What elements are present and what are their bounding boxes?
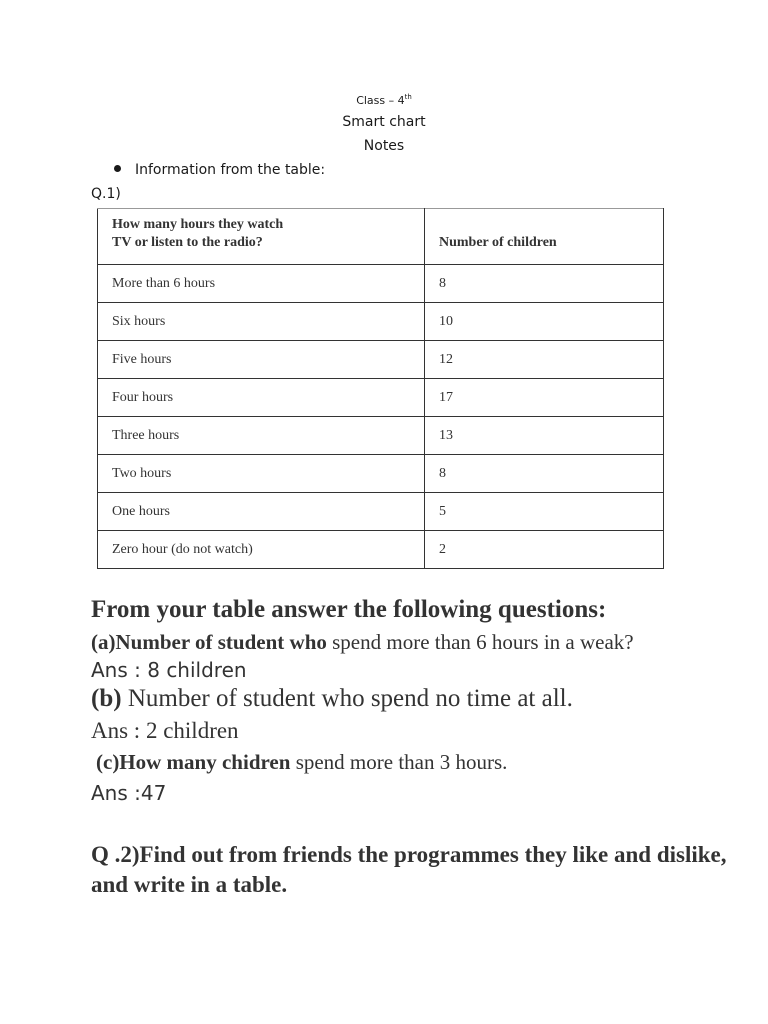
data-table [97, 208, 664, 569]
notes-heading: Notes [363, 138, 405, 154]
cell-children: 12 [425, 341, 664, 379]
bullet-item [114, 162, 325, 178]
answer-b: Ans : 2 children [91, 718, 239, 743]
class-superscript: th [404, 93, 412, 101]
question-a-text: spend more than 6 hours in a weak? [326, 630, 634, 654]
column-header-hours-line2: TV or listen to the radio? [112, 235, 263, 250]
question-c-text: spend more than 3 hours. [290, 750, 508, 774]
column-header-hours [98, 209, 425, 265]
bullet-icon [114, 165, 121, 172]
question-2: Q .2)Find out from friends the programmes they like and dislike, and write in a table. [91, 842, 727, 897]
question-c-lead: (c)How many chidren [96, 750, 291, 774]
cell-hours: Four hours [98, 379, 425, 417]
column-header-children: Number of children [425, 209, 664, 265]
question-a-lead: (a)Number of student who [91, 630, 327, 654]
table-row [98, 265, 664, 303]
cell-hours: More than 6 hours [98, 265, 425, 303]
cell-children: 17 [425, 379, 664, 417]
cell-children: 8 [425, 265, 664, 303]
table-row [98, 303, 664, 341]
column-header-hours-line1: How many hours they watch [112, 217, 284, 232]
table-row [98, 493, 664, 531]
table-row [98, 455, 664, 493]
cell-children: 2 [425, 531, 664, 569]
cell-children: 10 [425, 303, 664, 341]
cell-children: 13 [425, 417, 664, 455]
cell-children: 8 [425, 455, 664, 493]
table-row [98, 531, 664, 569]
cell-hours: Three hours [98, 417, 425, 455]
question-1-label: Q.1) [91, 186, 121, 202]
cell-hours: Two hours [98, 455, 425, 493]
table-row [98, 417, 664, 455]
question-b-text: Number of student who spend no time at all. [121, 685, 573, 712]
class-heading [0, 93, 768, 107]
bullet-text: Information from the table: [135, 162, 326, 178]
cell-children: 5 [425, 493, 664, 531]
cell-hours: Five hours [98, 341, 425, 379]
answer-a: Ans : 8 children [91, 658, 247, 682]
table-header-row [98, 209, 664, 265]
question-c [96, 750, 507, 775]
cell-hours: Zero hour (do not watch) [98, 531, 425, 569]
table-row [98, 341, 664, 379]
class-label: Class – 4 [356, 94, 405, 107]
table-row [98, 379, 664, 417]
question-b-lead: (b) [91, 685, 122, 712]
cell-hours: One hours [98, 493, 425, 531]
answer-c: Ans :47 [91, 781, 167, 805]
cell-hours: Six hours [98, 303, 425, 341]
question-b [91, 685, 573, 713]
questions-title: From your table answer the following questions: [91, 596, 607, 623]
subtitle: Smart chart [342, 114, 426, 130]
question-a [91, 630, 634, 655]
